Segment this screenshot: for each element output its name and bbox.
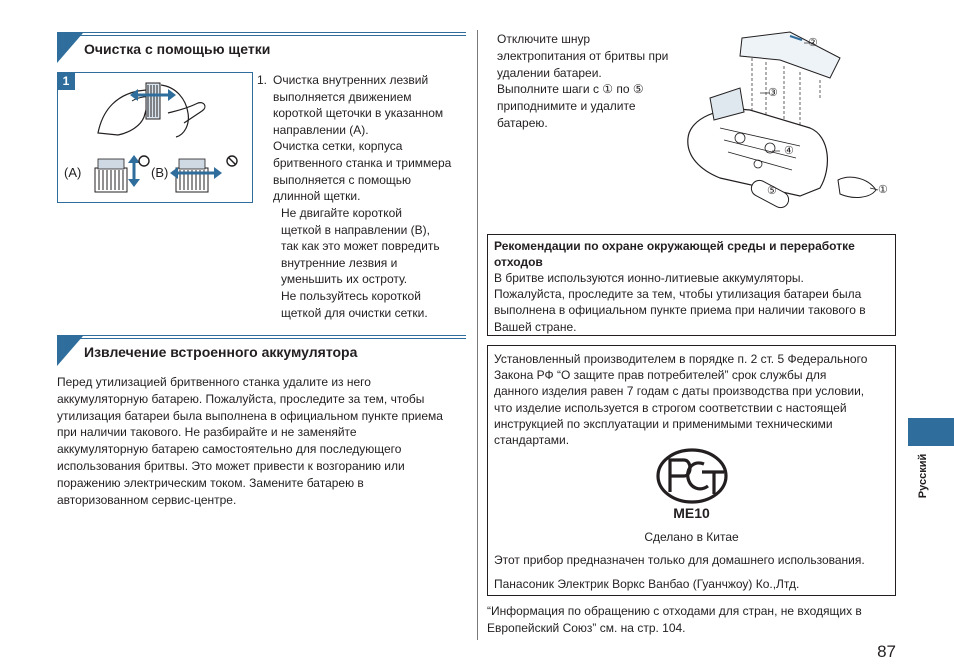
section-title-brush: Очистка с помощью щетки	[84, 41, 271, 57]
brush-illustration	[58, 73, 252, 202]
label-a: (A)	[64, 165, 82, 180]
made-in-text: Сделано в Китае	[644, 530, 739, 544]
callout-5: ⑤	[767, 185, 777, 197]
step-warnings: Не двигайте короткой щеткой в направлении (B), так как это может повредить внутренние лезвия и уменьшить их остроту. Не пользуйтесь короткой щеткой для очистки сетки.	[281, 206, 440, 320]
disassembly-illustration	[680, 28, 895, 218]
section-header-battery	[57, 335, 466, 366]
eco-title: Рекомендации по охране окружающей среды и переработке отходов	[494, 239, 855, 269]
home-use-text: Этот прибор предназначен только для домашнего использования.	[494, 553, 865, 567]
language-tab	[908, 418, 954, 446]
eco-recommendations-box: Рекомендации по охране окружающей среды и переработке отходов В бритве используются ионно-литиевые аккумуляторы. Пожалуйста, проследите за тем, чтобы утилизация батареи была выполнена в официальном пункте приема при наличии такового в Вашей стране.	[487, 234, 896, 336]
page-number: 87	[877, 642, 896, 661]
battery-steps-text: Отключите шнур электропитания от бритвы при удалении батареи. Выполните шаги с ① по ⑤ приподнимите и удалите батарею.	[497, 32, 669, 130]
ok-symbol-icon	[139, 156, 149, 166]
callout-4: ④	[784, 145, 794, 157]
pct-certification-logo	[656, 448, 728, 504]
figure-brush	[57, 72, 253, 203]
certification-box	[487, 345, 896, 596]
service-life-text: Установленный производителем в порядке п. 2 ст. 5 Федерального Закона РФ “О защите прав потребителей” срок службы для данного изделия равен 7 годам с даты производства при условии, что изделие используется в строгом соответствии с настоящей инструкцией по эксплуатации и применимыми техническими стандартами.	[494, 352, 868, 448]
section-title-battery: Извлечение встроенного аккумулятора	[84, 344, 358, 360]
step-instructions: 1. Очистка внутренних лезвий выполняется движением короткой щеточки в указанном направлении (A). Очистка сетки, корпуса бритвенного станка и триммера выполняется с помощью длинной щетки.	[257, 73, 452, 204]
manufacturer-text: Панасоник Электрик Воркс Ванбао (Гуанчжоу) Ко.,Лтд.	[494, 577, 800, 591]
column-divider	[477, 30, 478, 640]
language-label: Русский	[917, 453, 929, 499]
callout-2: ②	[808, 37, 818, 49]
callout-3: ③	[768, 87, 778, 99]
callout-1: ①	[878, 184, 888, 196]
cert-code: ME10	[673, 505, 710, 521]
label-b: (B)	[151, 165, 169, 180]
battery-removal-text: Перед утилизацией бритвенного станка удалите из него аккумуляторную батарею. Пожалуйста, проследите за тем, чтобы утилизация батареи была выполнена в официальном пункте приема при наличии такового. Не разбирайте и не заменяйте аккумуляторную батарею самостоятельно для последующего использования бритвы. Это может привести к возгоранию или поражению электрическим током. Замените батарею в авторизованном сервис-центре.	[57, 375, 443, 507]
section-header-brush	[57, 32, 466, 63]
footer-note: “Информация по обращению с отходами для стран, не входящих в Европейский Союз” см. на стр. 104.	[487, 604, 862, 635]
step-number-badge: 1	[57, 72, 75, 90]
